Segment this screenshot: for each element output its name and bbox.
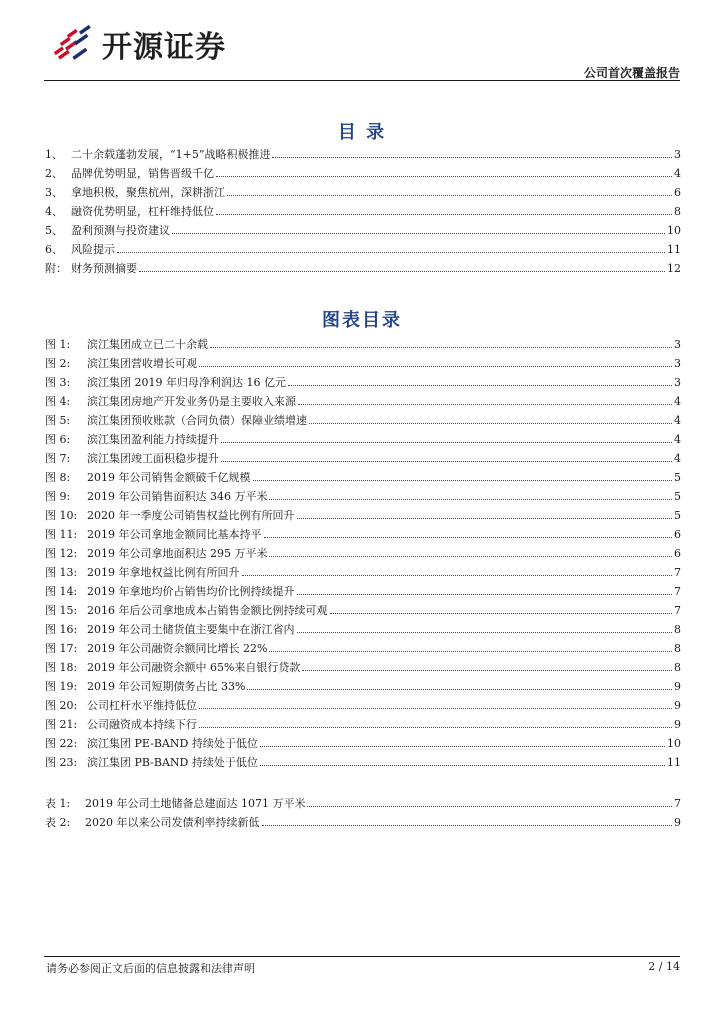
toc-entry[interactable] xyxy=(45,718,681,731)
entry-title: 2019 年公司拿地面积达 295 万平米 xyxy=(87,547,268,560)
toc-entry[interactable] xyxy=(45,471,681,484)
brand-mark-icon xyxy=(52,24,94,64)
entry-number: 图 16: xyxy=(45,623,78,636)
entry-page-number: 4 xyxy=(674,452,681,465)
entry-number: 2、 xyxy=(45,167,63,180)
dot-leader xyxy=(262,825,673,826)
entry-page-number: 7 xyxy=(674,585,681,598)
toc-entry[interactable] xyxy=(45,797,681,810)
footer-disclaimer: 请务必参阅正文后面的信息披露和法律声明 xyxy=(46,962,255,975)
entry-title: 2020 年一季度公司销售权益比例有所回升 xyxy=(87,509,295,522)
entry-page-number: 9 xyxy=(674,816,681,829)
entry-page-number: 10 xyxy=(667,224,681,237)
toc-entry[interactable] xyxy=(45,338,681,351)
entry-page-number: 4 xyxy=(674,395,681,408)
entry-title: 滨江集团竣工面积稳步提升 xyxy=(87,452,219,465)
table-list xyxy=(45,797,681,829)
dot-leader xyxy=(297,594,673,595)
entry-number: 图 13: xyxy=(45,566,78,579)
entry-title: 2020 年以来公司发债利率持续新低 xyxy=(85,816,260,829)
page-indicator: 2 / 14 xyxy=(648,960,680,973)
entry-title: 滨江集团房地产开发业务仍是主要收入来源 xyxy=(87,395,296,408)
entry-title: 滨江集团预收账款（合同负债）保障业绩增速 xyxy=(87,414,307,427)
entry-page-number: 6 xyxy=(674,547,681,560)
toc-entry[interactable] xyxy=(45,680,681,693)
header-divider xyxy=(44,80,680,81)
toc-entry[interactable] xyxy=(45,737,681,750)
entry-number: 图 5: xyxy=(45,414,71,427)
toc-entry[interactable] xyxy=(45,167,681,180)
entry-number: 图 19: xyxy=(45,680,78,693)
toc-title: 目 录 xyxy=(337,122,387,143)
dot-leader xyxy=(288,385,672,386)
entry-number: 图 11: xyxy=(45,528,78,541)
entry-page-number: 8 xyxy=(674,623,681,636)
entry-number: 图 15: xyxy=(45,604,78,617)
dot-leader xyxy=(302,670,672,671)
entry-title: 滨江集团 2019 年归母净利润达 16 亿元 xyxy=(87,376,286,389)
entry-title: 2019 年拿地均价占销售均价比例持续提升 xyxy=(87,585,295,598)
entry-page-number: 10 xyxy=(667,737,681,750)
entry-page-number: 12 xyxy=(667,262,681,275)
entry-number: 图 22: xyxy=(45,737,78,750)
entry-number: 图 18: xyxy=(45,661,78,674)
company-name: 开源证券 xyxy=(102,30,226,65)
entry-page-number: 3 xyxy=(674,357,681,370)
entry-number: 5、 xyxy=(45,224,63,237)
entry-number: 图 9: xyxy=(45,490,71,503)
entry-title: 滨江集团营收增长可观 xyxy=(87,357,197,370)
toc-list xyxy=(45,148,681,275)
toc-entry[interactable] xyxy=(45,376,681,389)
entry-title: 公司杠杆水平维持低位 xyxy=(87,699,197,712)
entry-title: 融资优势明显，杠杆维持低位 xyxy=(71,205,214,218)
dot-leader xyxy=(199,366,672,367)
entry-number: 图 8: xyxy=(45,471,71,484)
entry-title: 2019 年公司融资余额中 65%来自银行贷款 xyxy=(87,661,301,674)
entry-title: 2019 年公司拿地金额同比基本持平 xyxy=(87,528,262,541)
entry-page-number: 6 xyxy=(674,528,681,541)
toc-entry[interactable] xyxy=(45,816,681,829)
dot-leader xyxy=(269,651,672,652)
entry-title: 拿地积极，聚焦杭州，深耕浙江 xyxy=(71,186,225,199)
dot-leader xyxy=(199,727,672,728)
entry-number: 图 21: xyxy=(45,718,78,731)
entry-page-number: 4 xyxy=(674,433,681,446)
toc-entry[interactable] xyxy=(45,547,681,560)
toc-entry[interactable] xyxy=(45,490,681,503)
footer-divider xyxy=(44,956,680,957)
entry-title: 滨江集团成立已二十余载 xyxy=(87,338,208,351)
entry-number: 1、 xyxy=(45,148,63,161)
toc-entry[interactable] xyxy=(45,224,681,237)
entry-title: 2019 年公司短期债务占比 33% xyxy=(87,680,246,693)
company-logo xyxy=(52,24,226,64)
entry-title: 盈利预测与投资建议 xyxy=(71,224,170,237)
entry-page-number: 3 xyxy=(674,148,681,161)
entry-number: 表 2: xyxy=(45,816,71,829)
dot-leader xyxy=(269,499,672,500)
entry-number: 图 4: xyxy=(45,395,71,408)
toc-entry[interactable] xyxy=(45,395,681,408)
entry-number: 3、 xyxy=(45,186,63,199)
toc-entry[interactable] xyxy=(45,642,681,655)
entry-page-number: 5 xyxy=(674,471,681,484)
entry-page-number: 9 xyxy=(674,680,681,693)
toc-entry[interactable] xyxy=(45,528,681,541)
entry-page-number: 11 xyxy=(667,756,681,769)
entry-page-number: 9 xyxy=(674,718,681,731)
dot-leader xyxy=(242,575,673,576)
entry-number: 图 10: xyxy=(45,509,78,522)
entry-page-number: 5 xyxy=(674,490,681,503)
dot-leader xyxy=(264,537,673,538)
dot-leader xyxy=(216,214,672,215)
dot-leader xyxy=(247,689,672,690)
entry-page-number: 9 xyxy=(674,699,681,712)
toc-entry[interactable] xyxy=(45,414,681,427)
entry-page-number: 7 xyxy=(674,604,681,617)
dot-leader xyxy=(227,195,672,196)
dot-leader xyxy=(297,518,673,519)
entry-number: 图 17: xyxy=(45,642,78,655)
entry-title: 2019 年公司土地储备总建面达 1071 万平米 xyxy=(85,797,306,810)
entry-number: 图 3: xyxy=(45,376,71,389)
report-type: 公司首次覆盖报告 xyxy=(583,66,680,80)
entry-title: 2019 年公司融资余额同比增长 22% xyxy=(87,642,268,655)
toc-entry[interactable] xyxy=(45,148,681,161)
dot-leader xyxy=(253,480,673,481)
dot-leader xyxy=(297,632,673,633)
entry-title: 2016 年后公司拿地成本占销售金额比例持续可观 xyxy=(87,604,328,617)
entry-title: 2019 年拿地权益比例有所回升 xyxy=(87,566,240,579)
toc-entry[interactable] xyxy=(45,623,681,636)
entry-title: 2019 年公司销售金额破千亿规模 xyxy=(87,471,251,484)
entry-page-number: 8 xyxy=(674,642,681,655)
toc-entry[interactable] xyxy=(45,699,681,712)
dot-leader xyxy=(221,461,672,462)
entry-title: 2019 年公司土储货值主要集中在浙江省内 xyxy=(87,623,295,636)
entry-page-number: 3 xyxy=(674,376,681,389)
entry-title: 滨江集团 PE-BAND 持续处于低位 xyxy=(87,737,258,750)
figure-list xyxy=(45,338,681,769)
entry-page-number: 6 xyxy=(674,186,681,199)
dot-leader xyxy=(199,708,672,709)
entry-title: 财务预测摘要 xyxy=(71,262,137,275)
entry-number: 附： xyxy=(45,262,67,275)
toc-entry[interactable] xyxy=(45,661,681,674)
toc-entry[interactable] xyxy=(45,262,681,275)
dot-leader xyxy=(260,765,665,766)
entry-number: 图 12: xyxy=(45,547,78,560)
dot-leader xyxy=(221,442,672,443)
entry-page-number: 5 xyxy=(674,509,681,522)
entry-page-number: 4 xyxy=(674,414,681,427)
toc-entry[interactable] xyxy=(45,566,681,579)
entry-number: 4、 xyxy=(45,205,63,218)
entry-number: 图 14: xyxy=(45,585,78,598)
dot-leader xyxy=(330,613,673,614)
entry-page-number: 4 xyxy=(674,167,681,180)
toc-entry[interactable] xyxy=(45,509,681,522)
entry-number: 表 1: xyxy=(45,797,71,810)
dot-leader xyxy=(307,806,672,807)
entry-number: 6、 xyxy=(45,243,63,256)
entry-page-number: 7 xyxy=(674,797,681,810)
entry-number: 图 2: xyxy=(45,357,71,370)
dot-leader xyxy=(272,157,672,158)
entry-title: 风险提示 xyxy=(71,243,115,256)
dot-leader xyxy=(298,404,672,405)
dot-leader xyxy=(269,556,672,557)
entry-page-number: 11 xyxy=(667,243,681,256)
dot-leader xyxy=(117,252,665,253)
dot-leader xyxy=(260,746,665,747)
entry-number: 图 7: xyxy=(45,452,71,465)
toc-entry[interactable] xyxy=(45,452,681,465)
entry-title: 公司融资成本持续下行 xyxy=(87,718,197,731)
entry-title: 二十余载蓬勃发展，“1+5”战略积极推进 xyxy=(71,148,271,161)
entry-title: 滨江集团 PB-BAND 持续处于低位 xyxy=(87,756,258,769)
entry-page-number: 3 xyxy=(674,338,681,351)
entry-page-number: 7 xyxy=(674,566,681,579)
dot-leader xyxy=(139,271,665,272)
toc-entry[interactable] xyxy=(45,604,681,617)
figure-list-title: 图表目录 xyxy=(322,310,402,331)
toc-entry[interactable] xyxy=(45,756,681,769)
entry-number: 图 6: xyxy=(45,433,71,446)
toc-entry[interactable] xyxy=(45,205,681,218)
entry-title: 品牌优势明显，销售晋级千亿 xyxy=(71,167,214,180)
entry-number: 图 1: xyxy=(45,338,71,351)
entry-number: 图 20: xyxy=(45,699,78,712)
toc-entry[interactable] xyxy=(45,186,681,199)
entry-page-number: 8 xyxy=(674,205,681,218)
toc-entry[interactable] xyxy=(45,357,681,370)
toc-entry[interactable] xyxy=(45,585,681,598)
entry-number: 图 23: xyxy=(45,756,78,769)
toc-entry[interactable] xyxy=(45,243,681,256)
dot-leader xyxy=(172,233,665,234)
dot-leader xyxy=(216,176,672,177)
entry-title: 滨江集团盈利能力持续提升 xyxy=(87,433,219,446)
toc-entry[interactable] xyxy=(45,433,681,446)
entry-title: 2019 年公司销售面积达 346 万平米 xyxy=(87,490,268,503)
dot-leader xyxy=(309,423,672,424)
dot-leader xyxy=(210,347,672,348)
entry-page-number: 8 xyxy=(674,661,681,674)
